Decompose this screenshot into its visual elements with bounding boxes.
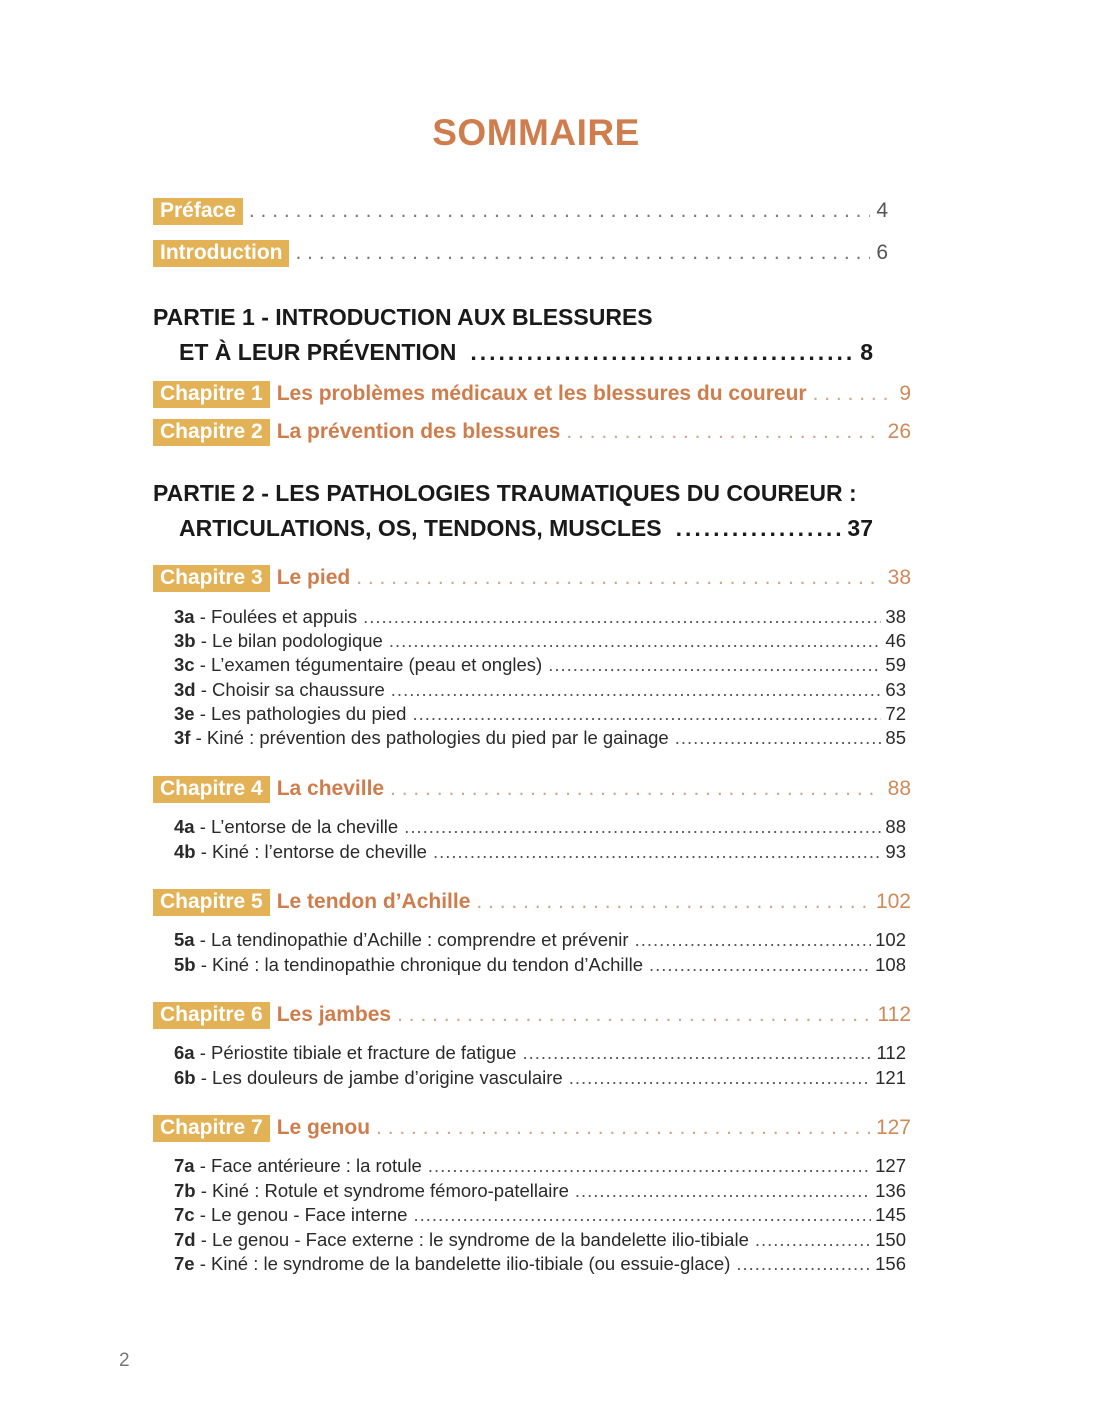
section-code: 3a xyxy=(174,606,195,627)
toc-chapter-6[interactable] xyxy=(153,1002,911,1029)
section-code: 3c xyxy=(174,654,195,675)
section-code: 4b xyxy=(174,841,196,862)
section-code: 3f xyxy=(174,727,191,748)
toc-section-7a[interactable]: 7a - Face antérieure : la rotule ..... 127 xyxy=(174,1155,906,1177)
leader-dots xyxy=(397,1003,871,1027)
section-title: L’entorse de la cheville xyxy=(211,816,399,837)
part-2-heading[interactable] xyxy=(153,476,873,546)
leader-dots xyxy=(470,335,856,370)
section-code: 3e xyxy=(174,703,195,724)
toc-section-3b[interactable]: 3b - Le bilan podologique ..... 46 xyxy=(174,630,906,652)
toc-section-4a[interactable]: 4a - L’entorse de la cheville ..... 88 xyxy=(174,816,906,838)
page-number: 136 xyxy=(875,1180,906,1201)
toc-section-5b[interactable]: 5b - Kiné : la tendinopathie chronique du tendon d’Achille ..... 108 xyxy=(174,954,906,976)
toc-chapter-5[interactable] xyxy=(153,889,911,916)
section-title: Les douleurs de jambe d’origine vasculaire xyxy=(212,1067,563,1088)
toc-section-7d[interactable]: 7d - Le genou - Face externe : le syndrome de la bandelette ilio-tibiale ..... 150 xyxy=(174,1229,906,1251)
section-code: 6a xyxy=(174,1042,195,1063)
section-title: La tendinopathie d’Achille : comprendre et prévenir xyxy=(211,929,629,950)
leader-dots xyxy=(476,890,870,914)
page-number: 4 xyxy=(876,199,888,222)
leader-dots xyxy=(736,1253,871,1275)
toc-section-4b[interactable]: 4b - Kiné : l’entorse de cheville ..... 93 xyxy=(174,841,906,863)
leader-dots xyxy=(575,1180,871,1202)
section-code: 3b xyxy=(174,630,196,651)
leader-dots xyxy=(295,241,870,265)
section-code: 7e xyxy=(174,1253,195,1274)
section-title: Foulées et appuis xyxy=(211,606,358,627)
toc-entry-introduction[interactable] xyxy=(153,240,888,267)
leader-dots xyxy=(522,1042,872,1064)
section-title: Kiné : prévention des pathologies du pied par le gainage xyxy=(206,727,669,748)
chapter-title: La cheville xyxy=(276,777,385,800)
section-code: 5b xyxy=(174,954,196,975)
leader-dots xyxy=(389,630,882,652)
leader-dots xyxy=(433,841,881,863)
toc-section-3e[interactable]: 3e - Les pathologies du pied ..... 72 xyxy=(174,703,906,725)
toc-chapter-2[interactable] xyxy=(153,419,911,446)
section-title: Le bilan podologique xyxy=(212,630,383,651)
chapter-tag: Chapitre 4 xyxy=(153,776,270,803)
section-code: 5a xyxy=(174,929,195,950)
toc-section-6b[interactable]: 6b - Les douleurs de jambe d’origine vasculaire ..... 121 xyxy=(174,1067,906,1089)
page-number: 85 xyxy=(885,727,906,748)
toc-section-6a[interactable]: 6a - Périostite tibiale et fracture de fatigue ..... 112 xyxy=(174,1042,906,1064)
chapter-title: Le genou xyxy=(276,1116,371,1139)
page-number: 127 xyxy=(875,1116,911,1139)
toc-chapter-1[interactable] xyxy=(153,381,911,408)
part-title-line2: ARTICULATIONS, OS, TENDONS, MUSCLES xyxy=(179,515,662,541)
page-number: 26 xyxy=(887,420,911,443)
section-title: Périostite tibiale et fracture de fatigue xyxy=(211,1042,517,1063)
page-number: 46 xyxy=(885,630,906,651)
chapter-tag: Chapitre 7 xyxy=(153,1115,270,1142)
leader-dots xyxy=(404,816,881,838)
page-number: 112 xyxy=(876,1042,906,1063)
chapter-tag: Chapitre 2 xyxy=(153,419,270,446)
toc-section-7c[interactable]: 7c - Le genou - Face interne ..... 145 xyxy=(174,1204,906,1226)
page-number: 9 xyxy=(899,382,911,405)
part-title-line1: PARTIE 2 - LES PATHOLOGIES TRAUMATIQUES DU COUREUR : xyxy=(153,480,857,506)
toc-section-5a[interactable]: 5a - La tendinopathie d’Achille : comprendre et prévenir ..... 102 xyxy=(174,929,906,951)
leader-dots xyxy=(813,382,894,406)
chapter-tag: Chapitre 3 xyxy=(153,565,270,592)
chapter-title: Le pied xyxy=(276,566,351,589)
page-number: 156 xyxy=(875,1253,906,1274)
leader-dots xyxy=(548,654,881,676)
section-title: Le genou - Face interne xyxy=(211,1204,408,1225)
page-title: SOMMAIRE xyxy=(432,112,640,153)
section-code: 7c xyxy=(174,1204,195,1225)
page-number: 8 xyxy=(860,339,873,365)
toc-entry-preface[interactable] xyxy=(153,198,888,225)
toc-section-7b[interactable]: 7b - Kiné : Rotule et syndrome fémoro-patellaire ..... 136 xyxy=(174,1180,906,1202)
leader-dots xyxy=(356,566,881,590)
part-title-line2: ET À LEUR PRÉVENTION xyxy=(179,339,457,365)
section-title: Face antérieure : la rotule xyxy=(211,1155,422,1176)
section-code: 7b xyxy=(174,1180,196,1201)
preface-label: Préface xyxy=(153,198,243,225)
leader-dots xyxy=(390,777,882,801)
section-code: 4a xyxy=(174,816,195,837)
chapter-title: Le tendon d’Achille xyxy=(276,890,471,913)
leader-dots xyxy=(249,199,870,223)
page-number: 112 xyxy=(877,1003,911,1026)
section-title: Les pathologies du pied xyxy=(211,703,407,724)
section-code: 6b xyxy=(174,1067,196,1088)
section-title: Le genou - Face externe : le syndrome de la bandelette ilio-tibiale xyxy=(212,1229,749,1250)
toc-chapter-4[interactable] xyxy=(153,776,911,803)
chapter-tag: Chapitre 5 xyxy=(153,889,270,916)
leader-dots xyxy=(391,679,882,701)
section-title: Kiné : Rotule et syndrome fémoro-patellaire xyxy=(212,1180,569,1201)
section-title: Kiné : la tendinopathie chronique du tendon d’Achille xyxy=(212,954,644,975)
page-number: 63 xyxy=(885,679,906,700)
folio-page-number: 2 xyxy=(119,1350,130,1371)
toc-section-3a[interactable]: 3a - Foulées et appuis ..... 38 xyxy=(174,606,906,628)
page-number: 88 xyxy=(887,777,911,800)
leader-dots xyxy=(755,1229,871,1251)
page-number: 59 xyxy=(885,654,906,675)
part-1-heading[interactable] xyxy=(153,300,873,370)
section-title: Kiné : l’entorse de cheville xyxy=(212,841,427,862)
toc-section-3c[interactable]: 3c - L’examen tégumentaire (peau et ongles) ..... 59 xyxy=(174,654,906,676)
section-code: 7a xyxy=(174,1155,195,1176)
leader-dots xyxy=(675,727,882,749)
page-number: 145 xyxy=(875,1204,906,1225)
page-number: 127 xyxy=(875,1155,906,1176)
toc-section-3f[interactable]: 3f - Kiné : prévention des pathologies du pied par le gainage ..... 85 xyxy=(174,727,906,749)
section-title: Kiné : le syndrome de la bandelette ilio-tibiale (ou essuie-glace) xyxy=(211,1253,731,1274)
page-number: 121 xyxy=(875,1067,906,1088)
leader-dots xyxy=(676,511,844,546)
leader-dots xyxy=(363,606,881,628)
section-code: 7d xyxy=(174,1229,196,1250)
page-number: 93 xyxy=(885,841,906,862)
page-number: 38 xyxy=(885,606,906,627)
page-number: 72 xyxy=(885,703,906,724)
page-number: 6 xyxy=(876,241,888,264)
toc-section-7e[interactable]: 7e - Kiné : le syndrome de la bandelette ilio-tibiale (ou essuie-glace) ..... 156 xyxy=(174,1253,906,1275)
page-number: 108 xyxy=(875,954,906,975)
chapter-title: La prévention des blessures xyxy=(276,420,561,443)
leader-dots xyxy=(376,1116,870,1140)
introduction-label: Introduction xyxy=(153,240,289,267)
chapter-tag: Chapitre 6 xyxy=(153,1002,270,1029)
leader-dots xyxy=(569,1067,871,1089)
section-title: L’examen tégumentaire (peau et ongles) xyxy=(211,654,543,675)
page-number: 88 xyxy=(885,816,906,837)
leader-dots xyxy=(428,1155,871,1177)
part-title-line1: PARTIE 1 - INTRODUCTION AUX BLESSURES xyxy=(153,304,653,330)
chapter-title: Les jambes xyxy=(276,1003,392,1026)
leader-dots xyxy=(412,703,881,725)
toc-chapter-3[interactable] xyxy=(153,565,911,592)
chapter-tag: Chapitre 1 xyxy=(153,381,270,408)
section-title: Choisir sa chaussure xyxy=(212,679,385,700)
page-number: 38 xyxy=(887,566,911,589)
page-number: 102 xyxy=(875,929,906,950)
leader-dots xyxy=(649,954,871,976)
page-number: 150 xyxy=(875,1229,906,1250)
toc-chapter-7[interactable] xyxy=(153,1115,911,1142)
leader-dots xyxy=(635,929,872,951)
section-code: 3d xyxy=(174,679,196,700)
page-number: 37 xyxy=(847,515,873,541)
leader-dots xyxy=(413,1204,871,1226)
page-number: 102 xyxy=(875,890,911,913)
leader-dots xyxy=(566,420,881,444)
toc-section-3d[interactable]: 3d - Choisir sa chaussure ..... 63 xyxy=(174,679,906,701)
chapter-title: Les problèmes médicaux et les blessures du coureur xyxy=(276,382,807,405)
